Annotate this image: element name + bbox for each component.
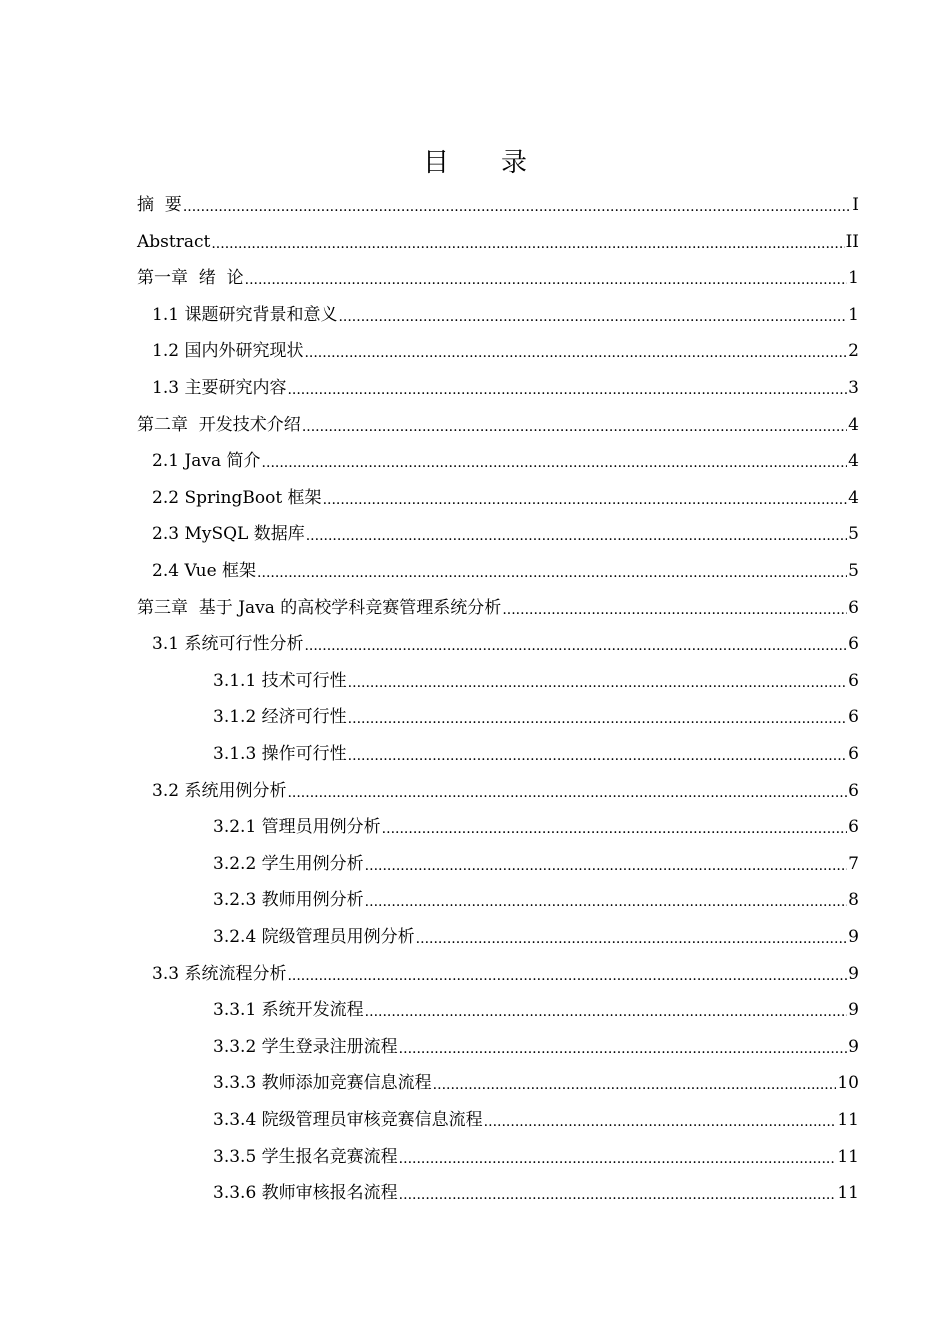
toc-entry-page-number: 6	[848, 670, 859, 691]
toc-entry-label: 2.3 MySQL 数据库	[152, 524, 305, 545]
toc-entry-label: 3.1.1 技术可行性	[213, 670, 347, 691]
toc-leader-dots	[365, 999, 848, 1021]
title-char-1: 目	[422, 148, 449, 178]
toc-entry-label: 3.2 系统用例分析	[152, 780, 287, 801]
toc-entry[interactable]	[213, 656, 859, 692]
toc-leader-dots	[502, 597, 847, 619]
toc-entry-page-number: 4	[848, 414, 859, 435]
toc-entry[interactable]	[137, 253, 859, 289]
toc-entry-page-number: 5	[848, 561, 859, 581]
toc-entry-page-number: 3	[848, 378, 859, 398]
toc-leader-dots	[257, 560, 847, 582]
toc-leader-dots	[484, 1109, 837, 1131]
toc-entry-page-number: 4	[848, 451, 859, 472]
toc-entry-label: 3.3.6 教师审核报名流程	[213, 1183, 398, 1204]
toc-entry[interactable]	[152, 546, 859, 582]
toc-leader-dots	[287, 377, 847, 399]
toc-entry[interactable]	[213, 1022, 859, 1058]
toc-leader-dots	[287, 780, 847, 802]
toc-entry-label: 3.2.4 院级管理员用例分析	[213, 927, 415, 947]
toc-entry[interactable]	[137, 180, 859, 216]
toc-entry-label: 3.2.2 学生用例分析	[213, 853, 364, 874]
toc-entry-page-number: 10	[837, 1073, 859, 1094]
page-title	[0, 146, 950, 180]
toc-leader-dots	[416, 926, 848, 948]
toc-entry[interactable]	[213, 875, 859, 911]
toc-entry[interactable]	[213, 802, 859, 838]
toc-entry-label: 3.3.1 系统开发流程	[213, 1000, 364, 1021]
toc-entry-label: 3.2.1 管理员用例分析	[213, 817, 381, 838]
toc-leader-dots	[348, 670, 848, 692]
toc-leader-dots	[365, 889, 848, 911]
toc-entry-page-number: 6	[848, 744, 859, 764]
toc-entry-label: 1.3 主要研究内容	[152, 378, 287, 398]
toc-leader-dots	[306, 523, 847, 545]
toc-entry[interactable]	[152, 509, 859, 545]
toc-entry[interactable]	[213, 839, 859, 875]
toc-entry[interactable]	[152, 619, 859, 655]
toc-entry-label: 第二章 开发技术介绍	[137, 414, 301, 435]
toc-leader-dots	[382, 816, 848, 838]
toc-entry-page-number: 11	[837, 1110, 859, 1130]
toc-entry-label: 3.3.3 教师添加竞赛信息流程	[213, 1073, 432, 1094]
toc-entry[interactable]	[152, 473, 859, 509]
toc-entry-page-number: 7	[848, 853, 859, 874]
toc-entry[interactable]	[213, 729, 859, 765]
toc-leader-dots	[399, 1146, 837, 1168]
toc-entry-label: 3.3.5 学生报名竞赛流程	[213, 1146, 398, 1167]
toc-entry[interactable]	[213, 1095, 859, 1131]
toc-entry-label: 3.3.4 院级管理员审核竞赛信息流程	[213, 1110, 483, 1130]
toc-leader-dots	[338, 304, 847, 326]
toc-entry-page-number: II	[845, 231, 859, 252]
toc-leader-dots	[399, 1036, 848, 1058]
toc-entry-page-number: 2	[848, 341, 859, 362]
toc-leader-dots	[245, 267, 848, 289]
toc-entry[interactable]	[213, 692, 859, 728]
toc-entry-label: 1.2 国内外研究现状	[152, 341, 304, 362]
toc-entry[interactable]	[152, 436, 859, 472]
toc-entry-label: 2.4 Vue 框架	[152, 561, 257, 581]
toc-leader-dots	[323, 487, 848, 509]
toc-leader-dots	[348, 706, 848, 728]
toc-entry-page-number: 6	[848, 817, 859, 838]
toc-entry-label: 3.3 系统流程分析	[152, 963, 287, 984]
toc-leader-dots	[433, 1072, 837, 1094]
toc-entry[interactable]	[137, 583, 859, 619]
toc-entry[interactable]	[152, 290, 859, 326]
toc-entry[interactable]	[152, 326, 859, 362]
toc-entry-label: 1.1 课题研究背景和意义	[152, 304, 338, 325]
toc-leader-dots	[399, 1182, 837, 1204]
toc-leader-dots	[348, 743, 848, 765]
toc-entry[interactable]	[213, 1132, 859, 1168]
toc-leader-dots	[304, 340, 847, 362]
toc-entry-page-number: 6	[848, 597, 859, 618]
toc-entry-page-number: 9	[848, 963, 859, 984]
toc-entry-page-number: I	[852, 195, 859, 215]
toc-entry-label: 3.3.2 学生登录注册流程	[213, 1036, 398, 1057]
toc-entry[interactable]	[137, 217, 859, 253]
toc-leader-dots	[302, 414, 847, 436]
toc-entry-page-number: 6	[848, 780, 859, 801]
toc-entry[interactable]	[137, 400, 859, 436]
toc-entry-page-number: 5	[848, 524, 859, 545]
toc-entry-label: 第一章 绪 论	[137, 268, 244, 289]
toc-leader-dots	[211, 231, 844, 253]
toc-leader-dots	[365, 853, 848, 875]
toc-entry-label: 3.2.3 教师用例分析	[213, 890, 364, 911]
toc-entry[interactable]	[152, 363, 859, 399]
toc-entry-page-number: 9	[848, 927, 859, 947]
toc-entry-page-number: 11	[837, 1146, 859, 1167]
toc-entry[interactable]	[213, 1168, 859, 1204]
toc-entry[interactable]	[152, 949, 859, 985]
toc-leader-dots	[183, 194, 851, 216]
toc-leader-dots	[304, 633, 847, 655]
toc-entry-label: 2.2 SpringBoot 框架	[152, 487, 322, 508]
toc-entry-page-number: 9	[848, 1036, 859, 1057]
toc-entry-page-number: 8	[848, 890, 859, 911]
toc-entry-label: 3.1.3 操作可行性	[213, 744, 347, 764]
toc-entry-page-number: 1	[848, 304, 859, 325]
toc-entry-page-number: 6	[848, 707, 859, 728]
toc-entry-label: 第三章 基于 Java 的高校学科竞赛管理系统分析	[137, 597, 502, 618]
toc-entry-page-number: 6	[848, 634, 859, 655]
toc-entry[interactable]	[213, 1058, 859, 1094]
toc-entry-page-number: 11	[837, 1183, 859, 1204]
toc-entry-page-number: 4	[848, 487, 859, 508]
toc-entry-label: 摘 要	[137, 195, 182, 215]
toc-entry-label: Abstract	[137, 231, 211, 252]
toc-entry-label: 3.1 系统可行性分析	[152, 634, 304, 655]
toc-leader-dots	[262, 450, 848, 472]
toc-entry-label: 2.1 Java 简介	[152, 451, 261, 472]
toc-leader-dots	[287, 963, 847, 985]
toc-entry[interactable]	[152, 766, 859, 802]
toc-entry[interactable]	[213, 912, 859, 948]
toc-entry[interactable]	[213, 985, 859, 1021]
toc-entry-page-number: 1	[848, 268, 859, 289]
toc-entry-label: 3.1.2 经济可行性	[213, 707, 347, 728]
toc-entry-page-number: 9	[848, 1000, 859, 1021]
title-char-2: 录	[501, 148, 528, 178]
